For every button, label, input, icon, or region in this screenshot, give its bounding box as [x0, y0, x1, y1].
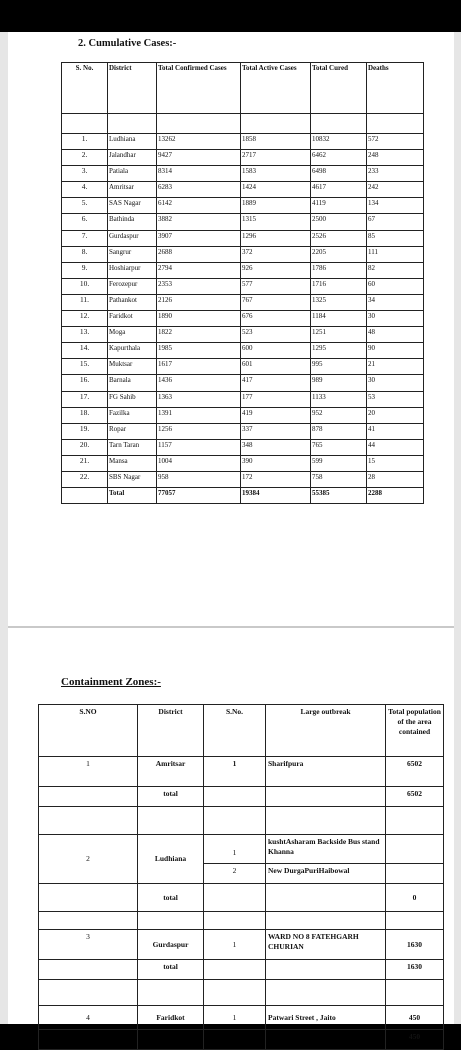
row-deaths: 90 — [367, 343, 424, 359]
row-sno: 10. — [62, 278, 108, 294]
row-sno: 18. — [62, 407, 108, 423]
row-active: 172 — [241, 471, 311, 487]
row-deaths: 41 — [367, 423, 424, 439]
cumulative-cases-heading: 2. Cumulative Cases:- — [78, 38, 177, 49]
zone-sno: 2 — [39, 835, 138, 884]
row-sno: 22. — [62, 471, 108, 487]
containment-zones-heading: Containment Zones:- — [61, 676, 161, 688]
row-confirmed: 9427 — [157, 150, 241, 166]
row-sno: 16. — [62, 375, 108, 391]
row-active: 767 — [241, 294, 311, 310]
row-district: Patiala — [108, 166, 157, 182]
total-active: 19384 — [241, 488, 311, 504]
row-sno: 14. — [62, 343, 108, 359]
total-sno — [62, 488, 108, 504]
row-sno: 4. — [62, 182, 108, 198]
zone-sno: 4 — [39, 1006, 138, 1030]
table-row — [62, 327, 424, 343]
table-row — [39, 787, 444, 807]
row-cured: 878 — [311, 423, 367, 439]
row-deaths: 20 — [367, 407, 424, 423]
containment-zones-table — [38, 704, 444, 1050]
header-active: Total Active Cases — [241, 63, 311, 114]
viewer-margin-right — [454, 32, 461, 1024]
table-row — [62, 182, 424, 198]
zone-district: Gurdaspur — [138, 930, 204, 960]
zones-header-row — [39, 705, 444, 757]
row-sno: 6. — [62, 214, 108, 230]
row-active: 676 — [241, 311, 311, 327]
row-confirmed: 1436 — [157, 375, 241, 391]
row-district: Amritsar — [108, 182, 157, 198]
row-active: 600 — [241, 343, 311, 359]
total-district: Total — [108, 488, 157, 504]
zone-subno: 1 — [204, 757, 266, 787]
row-deaths: 242 — [367, 182, 424, 198]
row-deaths: 28 — [367, 471, 424, 487]
zone-outbreak: WARD NO 8 FATEHGARH CHURIAN — [266, 930, 386, 960]
row-cured: 1251 — [311, 327, 367, 343]
row-active: 419 — [241, 407, 311, 423]
table-header-row — [62, 63, 424, 114]
zone-subno: 2 — [204, 864, 266, 884]
row-sno: 20. — [62, 439, 108, 455]
table-row — [39, 884, 444, 912]
zone-district: Ludhiana — [138, 835, 204, 884]
row-cured: 2526 — [311, 230, 367, 246]
viewer-margin-left — [0, 32, 8, 1024]
row-active: 337 — [241, 423, 311, 439]
row-deaths: 30 — [367, 311, 424, 327]
row-sno: 3. — [62, 166, 108, 182]
row-district: Kapurthala — [108, 343, 157, 359]
row-sno: 9. — [62, 262, 108, 278]
row-cured: 1716 — [311, 278, 367, 294]
row-confirmed: 2794 — [157, 262, 241, 278]
row-active: 1315 — [241, 214, 311, 230]
row-confirmed: 3907 — [157, 230, 241, 246]
row-active: 417 — [241, 375, 311, 391]
row-district: Barnala — [108, 375, 157, 391]
row-confirmed: 8314 — [157, 166, 241, 182]
zone-subno: 1 — [204, 930, 266, 960]
header-district: District — [108, 63, 157, 114]
row-active: 601 — [241, 359, 311, 375]
table-row — [39, 1006, 444, 1030]
row-district: Muktsar — [108, 359, 157, 375]
row-deaths: 30 — [367, 375, 424, 391]
zone-district: Faridkot — [138, 1006, 204, 1030]
zone-outbreak: New DurgaPuriHaibowal — [266, 864, 386, 884]
zone-total-value: 6502 — [386, 787, 444, 807]
total-deaths: 2288 — [367, 488, 424, 504]
row-district: Moga — [108, 327, 157, 343]
row-deaths: 233 — [367, 166, 424, 182]
table-spacer-row — [62, 114, 424, 134]
row-cured: 4119 — [311, 198, 367, 214]
row-sno: 8. — [62, 246, 108, 262]
table-row — [62, 455, 424, 471]
total-cured: 55385 — [311, 488, 367, 504]
row-confirmed: 1890 — [157, 311, 241, 327]
row-cured: 995 — [311, 359, 367, 375]
row-active: 177 — [241, 391, 311, 407]
row-cured: 1786 — [311, 262, 367, 278]
row-confirmed: 1617 — [157, 359, 241, 375]
row-district: Ludhiana — [108, 134, 157, 150]
zone-total-label: total — [138, 960, 204, 980]
row-active: 1424 — [241, 182, 311, 198]
row-deaths: 85 — [367, 230, 424, 246]
row-deaths: 111 — [367, 246, 424, 262]
row-confirmed: 3882 — [157, 214, 241, 230]
row-cured: 6462 — [311, 150, 367, 166]
table-row — [62, 343, 424, 359]
row-sno: 19. — [62, 423, 108, 439]
row-confirmed: 2353 — [157, 278, 241, 294]
zone-total-label: total — [138, 787, 204, 807]
table-row — [62, 471, 424, 487]
row-confirmed: 13262 — [157, 134, 241, 150]
header-deaths: Deaths — [367, 63, 424, 114]
row-deaths: 82 — [367, 262, 424, 278]
row-sno: 1. — [62, 134, 108, 150]
row-sno: 17. — [62, 391, 108, 407]
row-active: 1889 — [241, 198, 311, 214]
row-sno: 5. — [62, 198, 108, 214]
table-row — [62, 391, 424, 407]
header-cured: Total Cured — [311, 63, 367, 114]
document-page-1[interactable] — [8, 32, 454, 626]
row-district: Sangrur — [108, 246, 157, 262]
table-row — [62, 166, 424, 182]
row-district: Pathankot — [108, 294, 157, 310]
row-district: SAS Nagar — [108, 198, 157, 214]
zone-sno: 1 — [39, 757, 138, 787]
row-cured: 6498 — [311, 166, 367, 182]
row-district: FG Sahib — [108, 391, 157, 407]
row-district: SBS Nagar — [108, 471, 157, 487]
row-active: 372 — [241, 246, 311, 262]
row-confirmed: 1822 — [157, 327, 241, 343]
row-active: 390 — [241, 455, 311, 471]
table-row — [62, 214, 424, 230]
row-district: Tarn Taran — [108, 439, 157, 455]
header-sno: S. No. — [62, 63, 108, 114]
row-confirmed: 2126 — [157, 294, 241, 310]
zone-sno: 3 — [39, 930, 138, 960]
table-row — [62, 311, 424, 327]
table-row — [62, 423, 424, 439]
row-confirmed: 1363 — [157, 391, 241, 407]
table-row — [39, 807, 444, 835]
row-cured: 989 — [311, 375, 367, 391]
table-total-row — [62, 488, 424, 504]
row-confirmed: 1004 — [157, 455, 241, 471]
table-row — [39, 1030, 444, 1050]
row-district: Ropar — [108, 423, 157, 439]
row-deaths: 248 — [367, 150, 424, 166]
zone-outbreak: Sharifpura — [266, 757, 386, 787]
row-deaths: 53 — [367, 391, 424, 407]
row-district: Jalandhar — [108, 150, 157, 166]
row-district: Mansa — [108, 455, 157, 471]
row-cured: 2205 — [311, 246, 367, 262]
table-row — [62, 246, 424, 262]
row-confirmed: 958 — [157, 471, 241, 487]
row-confirmed: 6142 — [157, 198, 241, 214]
table-row — [62, 230, 424, 246]
row-deaths: 44 — [367, 439, 424, 455]
row-deaths: 60 — [367, 278, 424, 294]
table-row — [62, 134, 424, 150]
zone-population: 450 — [386, 1006, 444, 1030]
document-page-2[interactable] — [8, 628, 454, 1041]
zone-district: Amritsar — [138, 757, 204, 787]
zone-outbreak: Patwari Street , Jaito — [266, 1006, 386, 1030]
row-active: 577 — [241, 278, 311, 294]
row-sno: 11. — [62, 294, 108, 310]
row-deaths: 67 — [367, 214, 424, 230]
row-district: Faridkot — [108, 311, 157, 327]
zone-subno: 1 — [204, 1006, 266, 1030]
table-row — [62, 375, 424, 391]
row-cured: 765 — [311, 439, 367, 455]
total-confirmed: 77057 — [157, 488, 241, 504]
table-row — [39, 960, 444, 980]
table-row — [62, 359, 424, 375]
row-sno: 2. — [62, 150, 108, 166]
zone-total-value: 0 — [386, 884, 444, 912]
header-confirmed: Total Confirmed Cases — [157, 63, 241, 114]
row-district: Fazilka — [108, 407, 157, 423]
row-confirmed: 1157 — [157, 439, 241, 455]
table-row — [39, 835, 444, 864]
zone-population: 1630 — [386, 930, 444, 960]
zone-total-value: 1630 — [386, 960, 444, 980]
table-row — [39, 912, 444, 930]
top-status-bar — [0, 0, 461, 32]
zones-header-outbreak: Large outbreak — [266, 705, 386, 757]
row-active: 348 — [241, 439, 311, 455]
row-confirmed: 1985 — [157, 343, 241, 359]
row-district: Gurdaspur — [108, 230, 157, 246]
table-row — [62, 278, 424, 294]
row-deaths: 15 — [367, 455, 424, 471]
row-confirmed: 6283 — [157, 182, 241, 198]
row-active: 2717 — [241, 150, 311, 166]
zone-total-value: 450 — [386, 1030, 444, 1050]
row-active: 1296 — [241, 230, 311, 246]
row-district: Bathinda — [108, 214, 157, 230]
row-sno: 7. — [62, 230, 108, 246]
row-cured: 10832 — [311, 134, 367, 150]
row-cured: 1325 — [311, 294, 367, 310]
table-row — [62, 198, 424, 214]
row-active: 523 — [241, 327, 311, 343]
zones-header-subno: S.No. — [204, 705, 266, 757]
zone-subno: 1 — [204, 835, 266, 864]
row-cured: 1184 — [311, 311, 367, 327]
zone-total-label: total — [138, 884, 204, 912]
cumulative-cases-table — [61, 62, 424, 504]
table-row — [39, 980, 444, 1006]
row-district: Hoshiarpur — [108, 262, 157, 278]
zones-header-district: District — [138, 705, 204, 757]
row-confirmed: 2688 — [157, 246, 241, 262]
zones-header-sno: S.NO — [39, 705, 138, 757]
row-cured: 599 — [311, 455, 367, 471]
row-active: 1583 — [241, 166, 311, 182]
row-cured: 1295 — [311, 343, 367, 359]
row-cured: 1133 — [311, 391, 367, 407]
row-cured: 2500 — [311, 214, 367, 230]
row-active: 1858 — [241, 134, 311, 150]
table-row — [39, 757, 444, 787]
row-sno: 15. — [62, 359, 108, 375]
row-sno: 13. — [62, 327, 108, 343]
row-cured: 4617 — [311, 182, 367, 198]
table-row — [62, 439, 424, 455]
table-row — [62, 150, 424, 166]
row-confirmed: 1256 — [157, 423, 241, 439]
row-sno: 21. — [62, 455, 108, 471]
row-deaths: 34 — [367, 294, 424, 310]
row-active: 926 — [241, 262, 311, 278]
table-row — [62, 294, 424, 310]
row-cured: 758 — [311, 471, 367, 487]
row-deaths: 134 — [367, 198, 424, 214]
row-confirmed: 1391 — [157, 407, 241, 423]
row-district: Ferozepur — [108, 278, 157, 294]
table-row — [39, 930, 444, 960]
row-cured: 952 — [311, 407, 367, 423]
table-row — [62, 407, 424, 423]
row-deaths: 572 — [367, 134, 424, 150]
row-deaths: 48 — [367, 327, 424, 343]
zone-population: 6502 — [386, 757, 444, 787]
row-deaths: 21 — [367, 359, 424, 375]
zone-outbreak: kushtAsharam Backside Bus stand Khanna — [266, 835, 386, 864]
table-row — [62, 262, 424, 278]
row-sno: 12. — [62, 311, 108, 327]
zones-header-population: Total population of the area contained — [386, 705, 444, 757]
